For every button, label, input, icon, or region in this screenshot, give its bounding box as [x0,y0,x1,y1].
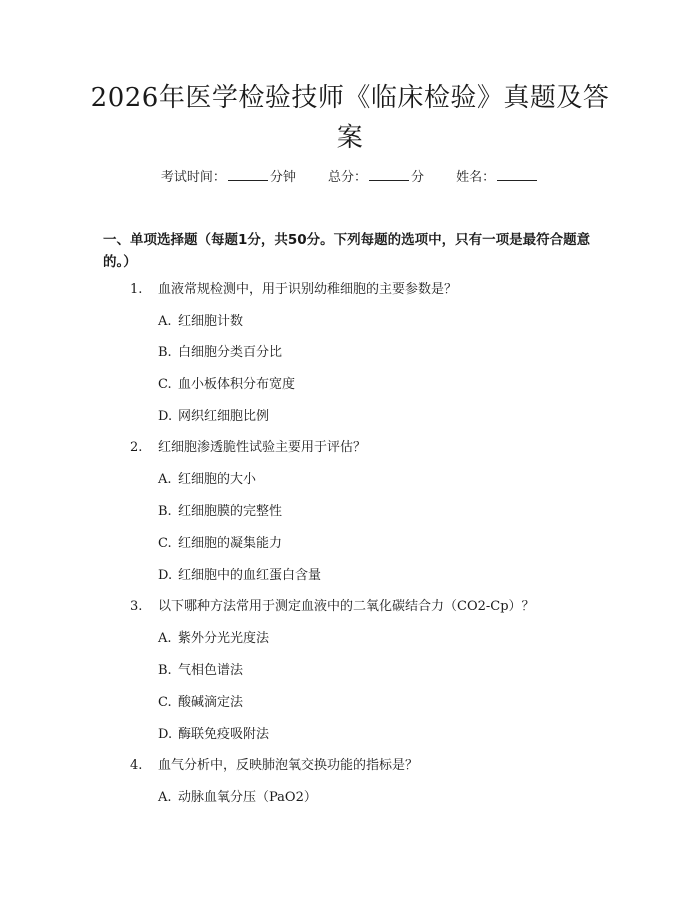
option-letter: B. [158,345,172,360]
exam-meta [0,168,700,188]
option-text: 红细胞的凝集能力 [178,536,283,551]
total-score-blank [369,168,409,181]
total-score-label: 总分： [327,170,367,185]
option-letter: C. [158,536,172,551]
option [158,534,282,554]
option-text: 紫外分光光度法 [178,631,270,646]
question-number: 1. [130,282,143,297]
question [130,756,418,776]
name-label: 姓名： [456,170,496,185]
option [158,312,243,332]
option [158,502,282,522]
option-text: 酸碱滴定法 [178,695,244,710]
question [130,280,457,300]
option-letter: D. [158,727,173,742]
option-text: 网织红细胞比例 [178,409,270,424]
question-number: 4. [130,758,143,773]
question-text: 血气分析中，反映肺泡氧交换功能的指标是？ [158,758,419,773]
question-text: 血液常规检测中，用于识别幼稚细胞的主要参数是？ [158,282,458,297]
option [158,407,269,427]
option-letter: B. [158,663,172,678]
question-text: 以下哪种方法常用于测定血液中的二氧化碳结合力（CO2-Cp）？ [158,599,535,614]
name-blank [497,168,537,181]
option-text: 酶联免疫吸附法 [178,727,270,742]
option-letter: A. [158,790,172,805]
question [130,597,535,617]
option-text: 血小板体积分布宽度 [178,377,296,392]
option [158,566,321,586]
option [158,629,269,649]
option [158,788,317,808]
option-text: 气相色谱法 [178,663,244,678]
question-number: 2. [130,440,143,455]
option-text: 红细胞膜的完整性 [178,504,283,519]
name-field [456,168,539,188]
option-letter: B. [158,504,172,519]
exam-time-label: 考试时间： [160,170,226,185]
option [158,661,243,681]
option-text: 动脉血氧分压（PaO2） [178,790,317,805]
option-letter: C. [158,377,172,392]
question-text: 红细胞渗透脆性试验主要用于评估？ [158,440,367,455]
option [158,725,269,745]
option [158,470,256,490]
option [158,343,282,363]
total-score-field [328,168,424,188]
option-letter: A. [158,631,172,646]
question-number: 3. [130,599,143,614]
exam-time-blank [228,168,268,181]
question [130,438,366,458]
option-text: 红细胞计数 [178,314,244,329]
option [158,693,243,713]
option-text: 红细胞中的血红蛋白含量 [178,568,322,583]
option-letter: A. [158,472,172,487]
option-letter: C. [158,695,172,710]
total-score-unit: 分 [411,170,425,185]
option-text: 白细胞分类百分比 [178,345,283,360]
option-letter: D. [158,568,173,583]
page-title: 2026年医学检验技师《临床检验》真题及答案 [90,83,610,153]
option-text: 红细胞的大小 [178,472,257,487]
section-heading: 一、单项选择题（每题1分，共50分。下列每题的选项中，只有一项是最符合题意的。） [103,232,591,270]
option-letter: D. [158,409,173,424]
option-letter: A. [158,314,172,329]
exam-time-unit: 分钟 [269,170,296,185]
option [158,375,295,395]
exam-time-field [161,168,296,188]
